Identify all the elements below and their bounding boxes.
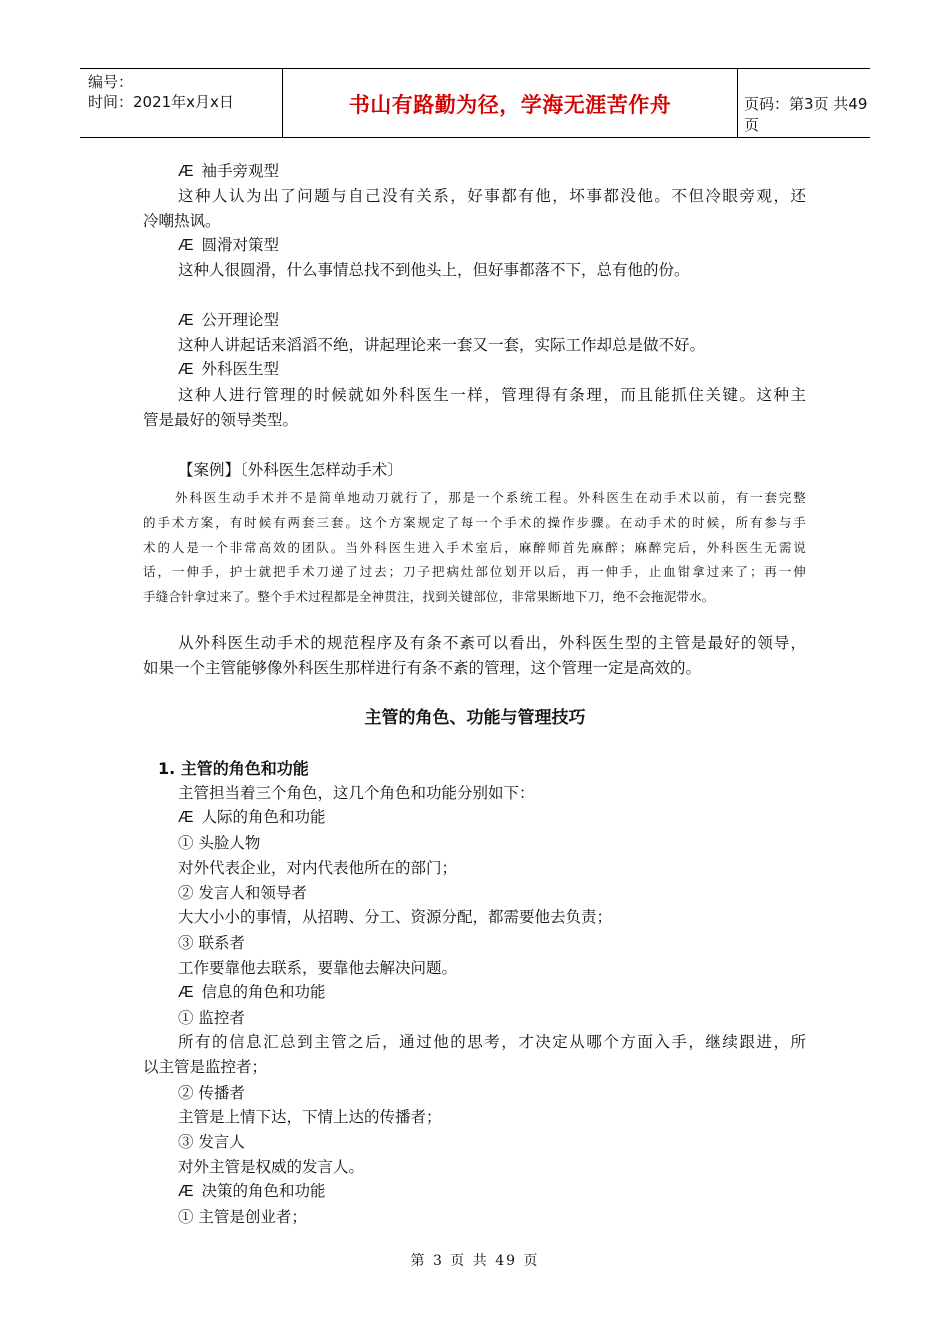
bullet-marker: Æ [178, 1183, 194, 1200]
bullet-text: 决策的角色和功能 [201, 1182, 326, 1200]
bullet-text: 外科医生型 [201, 360, 280, 378]
section-bullet-item [178, 160, 279, 183]
case-study-line: 的手术方案，有时候有两套三套。这个方案规定了每一个手术的操作步骤。在动手术的时候，所有参与手 [143, 515, 806, 530]
paragraph-line: 【案例】〔外科医生怎样动手术〕 [178, 461, 403, 479]
section-bullet-item [178, 806, 326, 829]
bullet-text: 袖手旁观型 [201, 162, 280, 180]
paragraph-continuation: 冷嘲热讽。 [143, 212, 221, 230]
section-bullet-item [178, 981, 326, 1004]
header-meta [80, 69, 282, 137]
paragraph-line: ① 头脸人物 [178, 834, 261, 852]
paragraph-line: ① 主管是创业者； [178, 1208, 307, 1226]
paragraph-line: 这种人认为出了问题与自己没有关系，好事都有他，坏事都没他。不但冷眼旁观，还 [178, 187, 806, 205]
header-motto-cell [282, 69, 738, 137]
document-number: 编号： [88, 73, 134, 91]
header-page-info: 页码：第3页 共49页 [744, 95, 868, 134]
section-bullet-item [178, 1180, 326, 1203]
paragraph-line: ① 监控者 [178, 1009, 245, 1027]
paragraph-line: 所有的信息汇总到主管之后，通过他的思考，才决定从哪个方面入手，继续跟进，所 [178, 1033, 806, 1051]
paragraph-line: 对外主管是权威的发言人。 [178, 1158, 365, 1176]
case-study-line: 外科医生动手术并不是简单地动刀就行了，那是一个系统工程。外科医生在动手术以前，有一套完整 [175, 490, 806, 505]
paragraph-line: 主管担当着三个角色，这几个角色和功能分别如下： [178, 784, 535, 802]
paragraph-line: 从外科医生动手术的规范程序及有条不紊可以看出，外科医生型的主管是最好的领导， [178, 634, 806, 652]
case-study-line: 术的人是一个非常高效的团队。当外科医生进入手术室后，麻醉师首先麻醉；麻醉完后，外科医生无需说 [143, 540, 806, 555]
paragraph-line: ② 发言人和领导者 [178, 884, 307, 902]
case-study-line: 话，一伸手，护士就把手术刀递了过去；刀子把病灶部位划开以后，再一伸手，止血钳拿过来了；再一伸 [143, 564, 806, 579]
bullet-marker: Æ [178, 809, 194, 826]
document-date: 时间：2021年x月x日 [88, 93, 234, 111]
section-title: 主管的角色、功能与管理技巧 [364, 708, 586, 728]
paragraph-line: 大大小小的事情，从招聘、分工、资源分配，都需要他去负责； [178, 908, 613, 926]
section-bullet-item [178, 234, 279, 257]
bullet-marker: Æ [178, 163, 194, 180]
paragraph-line: 这种人进行管理的时候就如外科医生一样，管理得有条理，而且能抓住关键。这种主 [178, 386, 806, 404]
motto: 书山有路勤为径，学海无涯苦作舟 [348, 93, 672, 117]
subsection-heading: 1. 主管的角色和功能 [158, 759, 309, 778]
paragraph-line: 主管是上情下达，下情上达的传播者； [178, 1108, 442, 1126]
paragraph-line: 这种人讲起话来滔滔不绝，讲起理论来一套又一套，实际工作却总是做不好。 [178, 336, 706, 354]
bullet-text: 人际的角色和功能 [201, 808, 326, 826]
bullet-text: 公开理论型 [201, 311, 280, 329]
paragraph-line: ③ 联系者 [178, 934, 245, 952]
paragraph-line: ③ 发言人 [178, 1133, 245, 1151]
case-study-line: 手缝合针拿过来了。整个手术过程都是全神贯注，找到关键部位，非常果断地下刀，绝不会拖泥带水。 [143, 589, 715, 604]
bullet-marker: Æ [178, 361, 194, 378]
bullet-marker: Æ [178, 312, 194, 329]
paragraph-line: 对外代表企业，对内代表他所在的部门； [178, 859, 458, 877]
paragraph-line: ② 传播者 [178, 1084, 245, 1102]
paragraph-line: 这种人很圆滑，什么事情总找不到他头上，但好事都落不下，总有他的份。 [178, 261, 690, 279]
paragraph-line: 工作要靠他去联系，要靠他去解决问题。 [178, 959, 458, 977]
paragraph-continuation: 如果一个主管能够像外科医生那样进行有条不紊的管理，这个管理一定是高效的。 [143, 659, 702, 677]
bullet-text: 圆滑对策型 [201, 236, 280, 254]
bullet-text: 信息的角色和功能 [201, 983, 326, 1001]
bullet-marker: Æ [178, 984, 194, 1001]
section-bullet-item [178, 358, 279, 381]
paragraph-continuation: 管是最好的领导类型。 [143, 411, 299, 429]
page-header [80, 68, 870, 138]
page-footer: 第 3 页 共 49 页 [410, 1253, 540, 1269]
bullet-marker: Æ [178, 237, 194, 254]
paragraph-continuation: 以主管是监控者； [143, 1058, 268, 1076]
section-bullet-item [178, 309, 279, 332]
